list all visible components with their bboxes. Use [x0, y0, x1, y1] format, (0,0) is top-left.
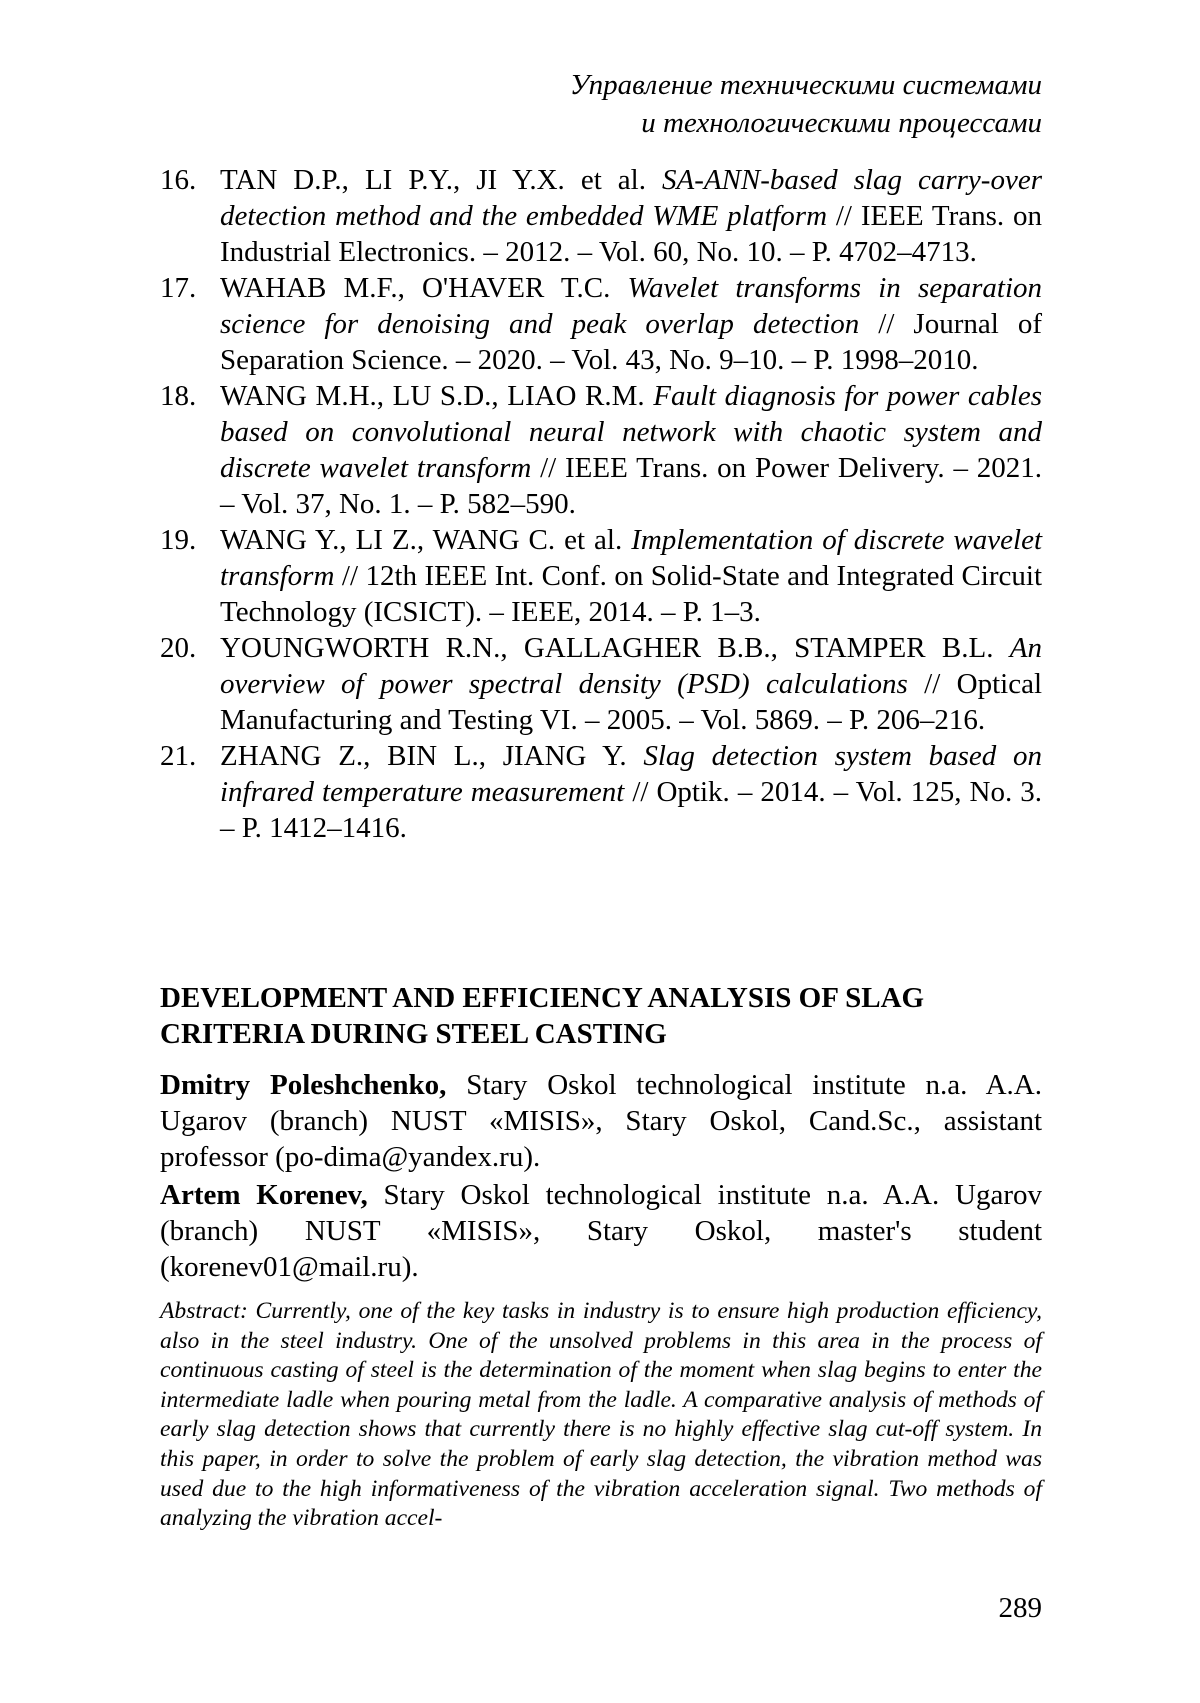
- author-entry: [160, 1067, 1042, 1175]
- reference-item: [160, 270, 1042, 378]
- reference-item: [160, 162, 1042, 270]
- reference-number: 17.: [160, 272, 197, 304]
- abstract: Abstract: Currently, one of the key tasks in industry is to ensure high production efficiency, also in the steel industry. One of the unsolved problems in this area in the process of continuous casting of steel is the determination of the moment when slag begins to enter the intermediate ladle when pouring metal from the ladle. A comparative analysis of methods of early slag detection shows that currently there is no highly effective slag cut-off system. In this paper, in order to solve the problem of early slag detection, the vibration method was used due to the high informativeness of the vibration acceleration signal. Two methods of analyzing the vibration accel-: [160, 1298, 1042, 1532]
- reference-number: 18.: [160, 380, 197, 412]
- reference-item: [160, 738, 1042, 846]
- reference-item: [160, 378, 1042, 522]
- reference-number: 21.: [160, 740, 197, 772]
- author-entry: [160, 1177, 1042, 1285]
- reference-title: Implementation of discrete wavelet transform: [220, 524, 1043, 592]
- author-list: [160, 1067, 1042, 1287]
- page-number: 289: [998, 1592, 1042, 1624]
- reference-number: 20.: [160, 632, 197, 664]
- running-head: [570, 66, 1042, 142]
- article-title-line-1: DEVELOPMENT AND EFFICIENCY ANALYSIS OF SLAG: [160, 982, 925, 1014]
- author-affiliation: Stary Oskol technological institute n.a. A.A. Ugarov (branch) NUST «MISIS», Stary Oskol, Cand.Sc., assistant professor (po-dima@yandex.ru).: [160, 1069, 1042, 1173]
- reference-title: Wavelet transforms in separation science for denoising and peak overlap detection: [220, 272, 1043, 340]
- article-title-line-2: CRITERIA DURING STEEL CASTING: [160, 1018, 667, 1050]
- reference-title: Fault diagnosis for power cables based on convolutional neural network with chaotic system and discrete wavelet transform: [220, 380, 1042, 484]
- reference-authors: WANG M.H., LU S.D., LIAO R.M.: [220, 380, 645, 412]
- reference-title: Slag detection system based on infrared temperature measurement: [220, 740, 1042, 808]
- author-affiliation: Stary Oskol technological institute n.a. A.A. Ugarov (branch) NUST «MISIS», Stary Oskol, master's student (korenev01@mail.ru).: [160, 1179, 1043, 1283]
- reference-source: // Optical Manufacturing and Testing VI. – 2005. – Vol. 5869. – P. 206–216.: [220, 668, 1043, 736]
- reference-source: // 12th IEEE Int. Conf. on Solid-State and Integrated Circuit Technology (ICSICT). – IEEE, 2014. – P. 1–3.: [220, 560, 1043, 628]
- running-head-line-1: Управление техническими системами: [569, 69, 1042, 101]
- reference-title: An overview of power spectral density (PSD) calculations: [220, 632, 1043, 700]
- reference-authors: WAHAB M.F., O'HAVER T.C.: [220, 272, 611, 304]
- reference-number: 19.: [160, 524, 197, 556]
- reference-authors: YOUNGWORTH R.N., GALLAGHER B.B., STAMPER B.L.: [220, 632, 994, 664]
- reference-source: // Optik. – 2014. – Vol. 125, No. 3. – P. 1412–1416.: [220, 776, 1042, 844]
- reference-title: SA-ANN-based slag carry-over detection method and the embedded WME platform: [220, 164, 1042, 232]
- reference-item: [160, 522, 1042, 630]
- running-head-line-2: и технологическими процессами: [641, 107, 1042, 139]
- author-name: Dmitry Poleshchenko,: [160, 1069, 447, 1101]
- reference-number: 16.: [160, 164, 197, 196]
- reference-source: // Journal of Separation Science. – 2020. – Vol. 43, No. 9–10. – P. 1998–2010.: [220, 308, 1042, 376]
- reference-authors: WANG Y., LI Z., WANG C. et al.: [220, 524, 623, 556]
- reference-list: [160, 162, 1042, 846]
- article-title: [160, 980, 1042, 1052]
- reference-authors: ZHANG Z., BIN L., JIANG Y.: [220, 740, 627, 772]
- reference-authors: TAN D.P., LI P.Y., JI Y.X. et al.: [220, 164, 646, 196]
- reference-source: // IEEE Trans. on Power Delivery. – 2021. – Vol. 37, No. 1. – P. 582–590.: [220, 452, 1043, 520]
- reference-item: [160, 630, 1042, 738]
- reference-source: // IEEE Trans. on Industrial Electronics. – 2012. – Vol. 60, No. 10. – P. 4702–4713.: [220, 200, 1043, 268]
- author-name: Artem Korenev,: [160, 1179, 368, 1211]
